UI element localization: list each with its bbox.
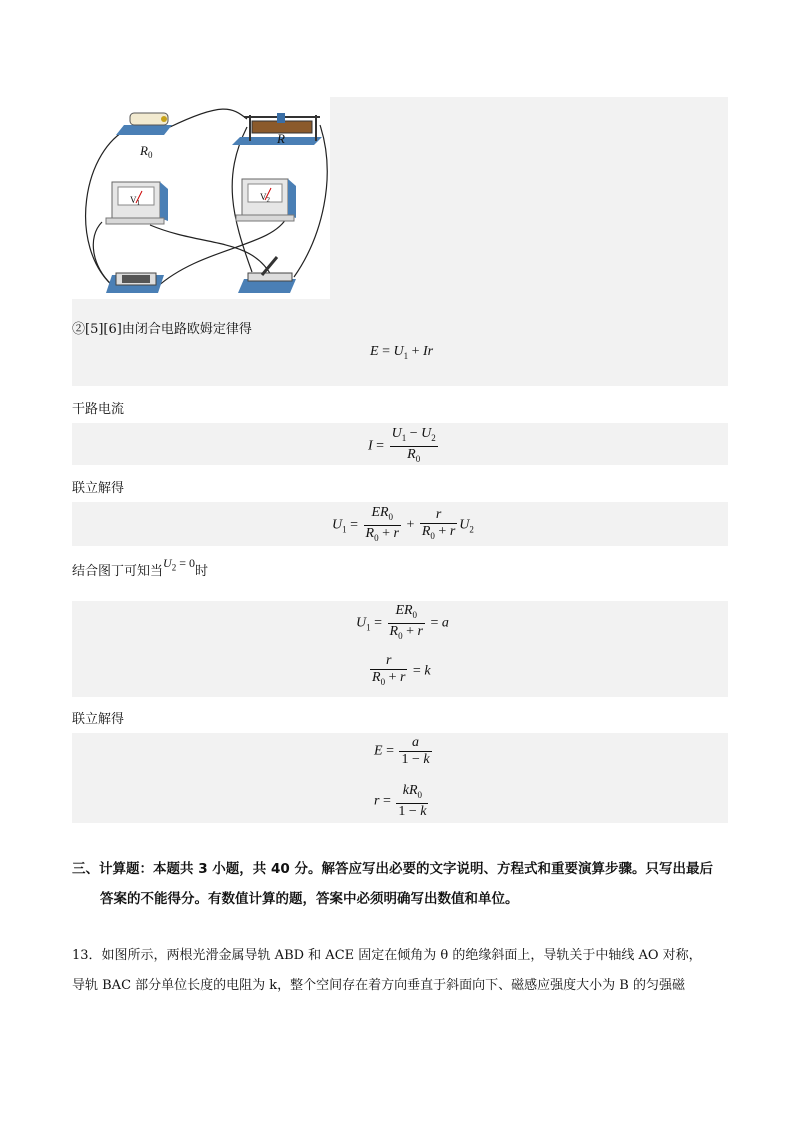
- question-line-1: 13．如图所示，两根光滑金属导轨 ABD 和 ACE 固定在倾角为 θ 的绝缘斜面上，导轨关于中轴线 AO 对称，: [72, 948, 702, 963]
- trunk-current-label: 干路电流: [72, 402, 125, 417]
- combine-prefix: 结合图丁可知当: [72, 564, 164, 579]
- step-header: ②[5][6]由闭合电路欧姆定律得: [72, 322, 252, 337]
- solve-label-1: 联立解得: [72, 481, 125, 496]
- label-v1: $V_1$: [130, 195, 140, 207]
- equation-current: I = $\frac{U_1 - U_2}{R_0}$: [368, 426, 436, 464]
- equation-emf: $E = U_1 + Ir$: [370, 344, 434, 361]
- section-line-1: 三、计算题：本题共 3 小题，共 40 分。解答应写出必要的文字说明、方程式和重要演算步骤。只写出最后: [72, 861, 713, 877]
- equation-intercept: $U_1$ = $\frac{ER_0}{R_0 + r}$ = a: [356, 603, 449, 641]
- label-r0: $R_0$: [140, 143, 153, 160]
- question-line-2: 导轨 BAC 部分单位长度的电阻为 k，整个空间存在着方向垂直于斜面向下、磁感应强度大小为 B 的匀强磁: [72, 978, 685, 993]
- solve-label-2: 联立解得: [72, 712, 125, 727]
- section-line-2: 答案的不能得分。有数值计算的题，答案中必须明确写出数值和单位。: [100, 891, 519, 907]
- equation-e-result: E = $\frac{a}{1 - k}$: [374, 735, 430, 767]
- combine-line: [72, 556, 208, 580]
- label-r: R: [277, 131, 285, 146]
- condition-u2-zero: $U_2 = 0$: [163, 556, 195, 573]
- label-v2: $V_2$: [260, 192, 270, 204]
- equation-u1: $U_1$ = $\frac{ER_0}{R_0 + r}$ + $\frac{r}{R_0 + r}$ $U_2$: [332, 505, 474, 543]
- section-heading: [72, 857, 732, 911]
- equation-slope: $\frac{r}{R_0 + r}$ = k: [372, 653, 431, 687]
- question-13: [72, 943, 732, 999]
- equation-r-result: r = $\frac{kR_0}{1 - k}$: [374, 783, 427, 819]
- circuit-diagram: [72, 97, 330, 299]
- combine-suffix: 时: [194, 564, 208, 579]
- battery: [106, 273, 164, 293]
